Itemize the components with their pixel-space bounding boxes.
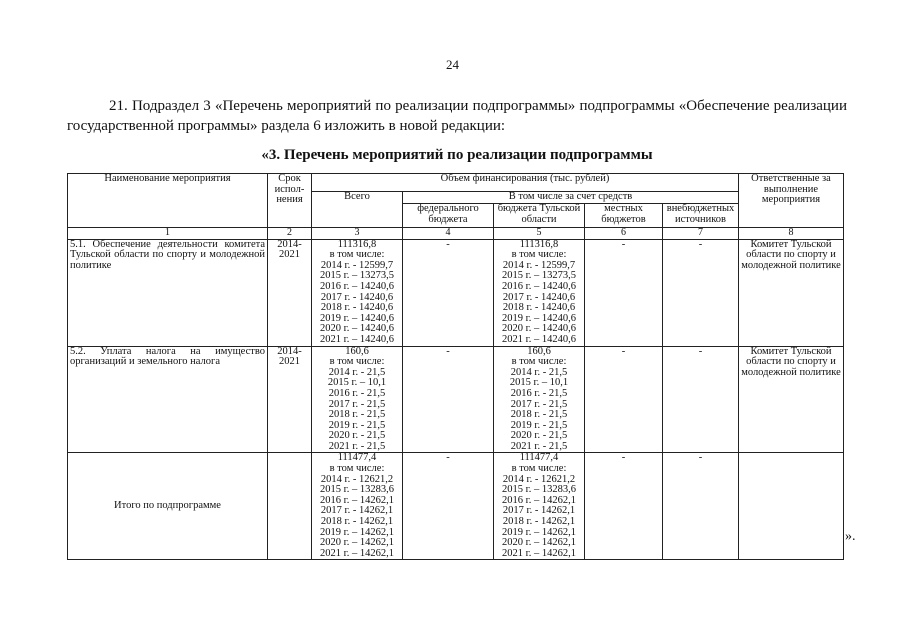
row-regional: [494, 346, 585, 453]
funding-year-line: 2019 г. - 21,5: [328, 419, 386, 431]
row-total: [312, 239, 403, 346]
row-responsible: Комитет Тульской области по спорту и молодежной политике: [739, 239, 844, 346]
funding-year-line: 2018 г. - 14262,1: [320, 516, 394, 528]
column-number: 4: [403, 228, 494, 240]
row-regional: [494, 453, 585, 560]
funding-year-line: 2016 г. - 21,5: [510, 387, 568, 399]
row-local: -: [585, 346, 663, 453]
funding-total-value: 160,6: [527, 345, 551, 357]
funding-year-line: 2020 г. – 14240,6: [502, 323, 576, 335]
funding-year-line: 2019 г. – 14262,1: [320, 526, 394, 538]
closing-quote: ».: [845, 529, 856, 544]
activities-table: [67, 173, 844, 560]
header-total: Всего: [312, 192, 403, 228]
header-regional: бюджета Тульской области: [494, 204, 585, 228]
funding-year-line: 2016 г. – 14262,1: [320, 494, 394, 506]
row-regional: [494, 239, 585, 346]
funding-year-line: 2015 г. – 13283,6: [320, 484, 394, 496]
column-number: 7: [663, 228, 739, 240]
row-federal: -: [403, 346, 494, 453]
funding-year-line: 2017 г. - 14262,1: [502, 505, 576, 517]
funding-including-label: в том числе:: [329, 249, 385, 261]
table-row-total: [68, 453, 844, 560]
funding-total-value: 111477,4: [519, 452, 559, 464]
column-number: 8: [739, 228, 844, 240]
funding-total-value: 160,6: [345, 345, 369, 357]
funding-year-line: 2017 г. - 21,5: [510, 398, 568, 410]
funding-year-line: 2015 г. – 10,1: [327, 377, 387, 389]
funding-year-line: 2017 г. - 14262,1: [320, 505, 394, 517]
funding-year-line: 2020 г. - 21,5: [328, 430, 386, 442]
page-number: 24: [446, 57, 459, 72]
funding-year-line: 2014 г. - 12599,7: [502, 259, 576, 271]
funding-year-line: 2016 г. - 21,5: [328, 387, 386, 399]
row-name: 5.2. Уплата налога на имущество организаций и земельного налога: [68, 346, 268, 453]
column-number: 2: [268, 228, 312, 240]
funding-year-line: 2014 г. - 21,5: [328, 366, 386, 378]
funding-year-line: 2020 г. – 14240,6: [320, 323, 394, 335]
funding-year-line: 2019 г. - 21,5: [510, 419, 568, 431]
funding-including-label: в том числе:: [329, 463, 385, 475]
funding-total-value: 111316,8: [519, 238, 559, 250]
funding-year-line: 2015 г. – 13273,5: [502, 270, 576, 282]
row-responsible: Комитет Тульской области по спорту и молодежной политике: [739, 346, 844, 453]
funding-year-line: 2017 г. - 14240,6: [320, 291, 394, 303]
row-term: 2014-2021: [268, 346, 312, 453]
funding-including-label: в том числе:: [511, 356, 567, 368]
funding-year-line: 2021 г. – 14262,1: [502, 547, 576, 559]
column-number: 1: [68, 228, 268, 240]
column-numbers-row: [68, 228, 844, 240]
table-row: [68, 239, 844, 346]
header-term: Срок испол-нения: [268, 174, 312, 228]
funding-year-line: 2019 г. – 14240,6: [502, 312, 576, 324]
funding-year-line: 2020 г. - 21,5: [510, 430, 568, 442]
funding-year-line: 2018 г. - 14240,6: [502, 302, 576, 314]
column-number: 5: [494, 228, 585, 240]
funding-year-line: 2019 г. – 14240,6: [320, 312, 394, 324]
row-extrabudget: -: [663, 346, 739, 453]
row-name: Итого по подпрограмме: [68, 453, 268, 560]
header-name: Наименование мероприятия: [68, 174, 268, 228]
funding-year-line: 2021 г. - 21,5: [328, 440, 386, 452]
funding-year-line: 2015 г. – 13283,6: [502, 484, 576, 496]
row-total: [312, 346, 403, 453]
header-federal: федерального бюджета: [403, 204, 494, 228]
column-number: 3: [312, 228, 403, 240]
funding-year-line: 2018 г. - 14240,6: [320, 302, 394, 314]
header-local: местных бюджетов: [585, 204, 663, 228]
funding-year-line: 2018 г. - 21,5: [510, 409, 568, 421]
row-extrabudget: -: [663, 453, 739, 560]
funding-year-line: 2014 г. - 21,5: [510, 366, 568, 378]
table-heading: «3. Перечень мероприятий по реализации подпрограммы: [261, 147, 653, 163]
funding-year-line: 2016 г. – 14262,1: [502, 494, 576, 506]
funding-year-line: 2014 г. - 12599,7: [320, 259, 394, 271]
funding-year-line: 2021 г. - 21,5: [510, 440, 568, 452]
row-total: [312, 453, 403, 560]
funding-year-line: 2018 г. - 14262,1: [502, 516, 576, 528]
header-extrabudget: внебюджетных источников: [663, 204, 739, 228]
funding-year-line: 2021 г. – 14240,6: [502, 333, 576, 345]
funding-year-line: 2015 г. – 13273,5: [320, 270, 394, 282]
row-name: 5.1. Обеспечение деятельности комитета Тульской области по спорту и молодежной политике: [68, 239, 268, 346]
funding-year-line: 2020 г. – 14262,1: [320, 537, 394, 549]
funding-year-line: 2019 г. – 14262,1: [502, 526, 576, 538]
funding-year-line: 2014 г. - 12621,2: [502, 473, 576, 485]
row-responsible: [739, 453, 844, 560]
funding-year-line: 2016 г. – 14240,6: [502, 280, 576, 292]
table-row: [68, 346, 844, 453]
funding-year-line: 2017 г. - 21,5: [328, 398, 386, 410]
row-term: [268, 453, 312, 560]
row-federal: -: [403, 239, 494, 346]
header-including: В том числе за счет средств: [403, 192, 739, 204]
funding-total-value: 111477,4: [337, 452, 377, 464]
row-local: -: [585, 239, 663, 346]
funding-year-line: 2021 г. – 14262,1: [320, 547, 394, 559]
row-term: 2014-2021: [268, 239, 312, 346]
funding-year-line: 2014 г. - 12621,2: [320, 473, 394, 485]
funding-year-line: 2016 г. – 14240,6: [320, 280, 394, 292]
funding-year-line: 2015 г. – 10,1: [509, 377, 569, 389]
funding-including-label: в том числе:: [329, 356, 385, 368]
header-responsible: Ответственные за выполнение мероприятия: [739, 174, 844, 228]
row-federal: -: [403, 453, 494, 560]
column-number: 6: [585, 228, 663, 240]
funding-year-line: 2018 г. - 21,5: [328, 409, 386, 421]
funding-total-value: 111316,8: [337, 238, 377, 250]
funding-including-label: в том числе:: [511, 249, 567, 261]
row-local: -: [585, 453, 663, 560]
header-funding: Объем финансирования (тыс. рублей): [312, 174, 739, 192]
funding-year-line: 2021 г. – 14240,6: [320, 333, 394, 345]
funding-year-line: 2017 г. - 14240,6: [502, 291, 576, 303]
row-extrabudget: -: [663, 239, 739, 346]
intro-paragraph: 21. Подраздел 3 «Перечень мероприятий по реализации подпрограммы» подпрограммы «Обеспечение реализации государственной программы» раздела 6 изложить в новой редакции:: [67, 98, 847, 134]
funding-year-line: 2020 г. – 14262,1: [502, 537, 576, 549]
funding-including-label: в том числе:: [511, 463, 567, 475]
